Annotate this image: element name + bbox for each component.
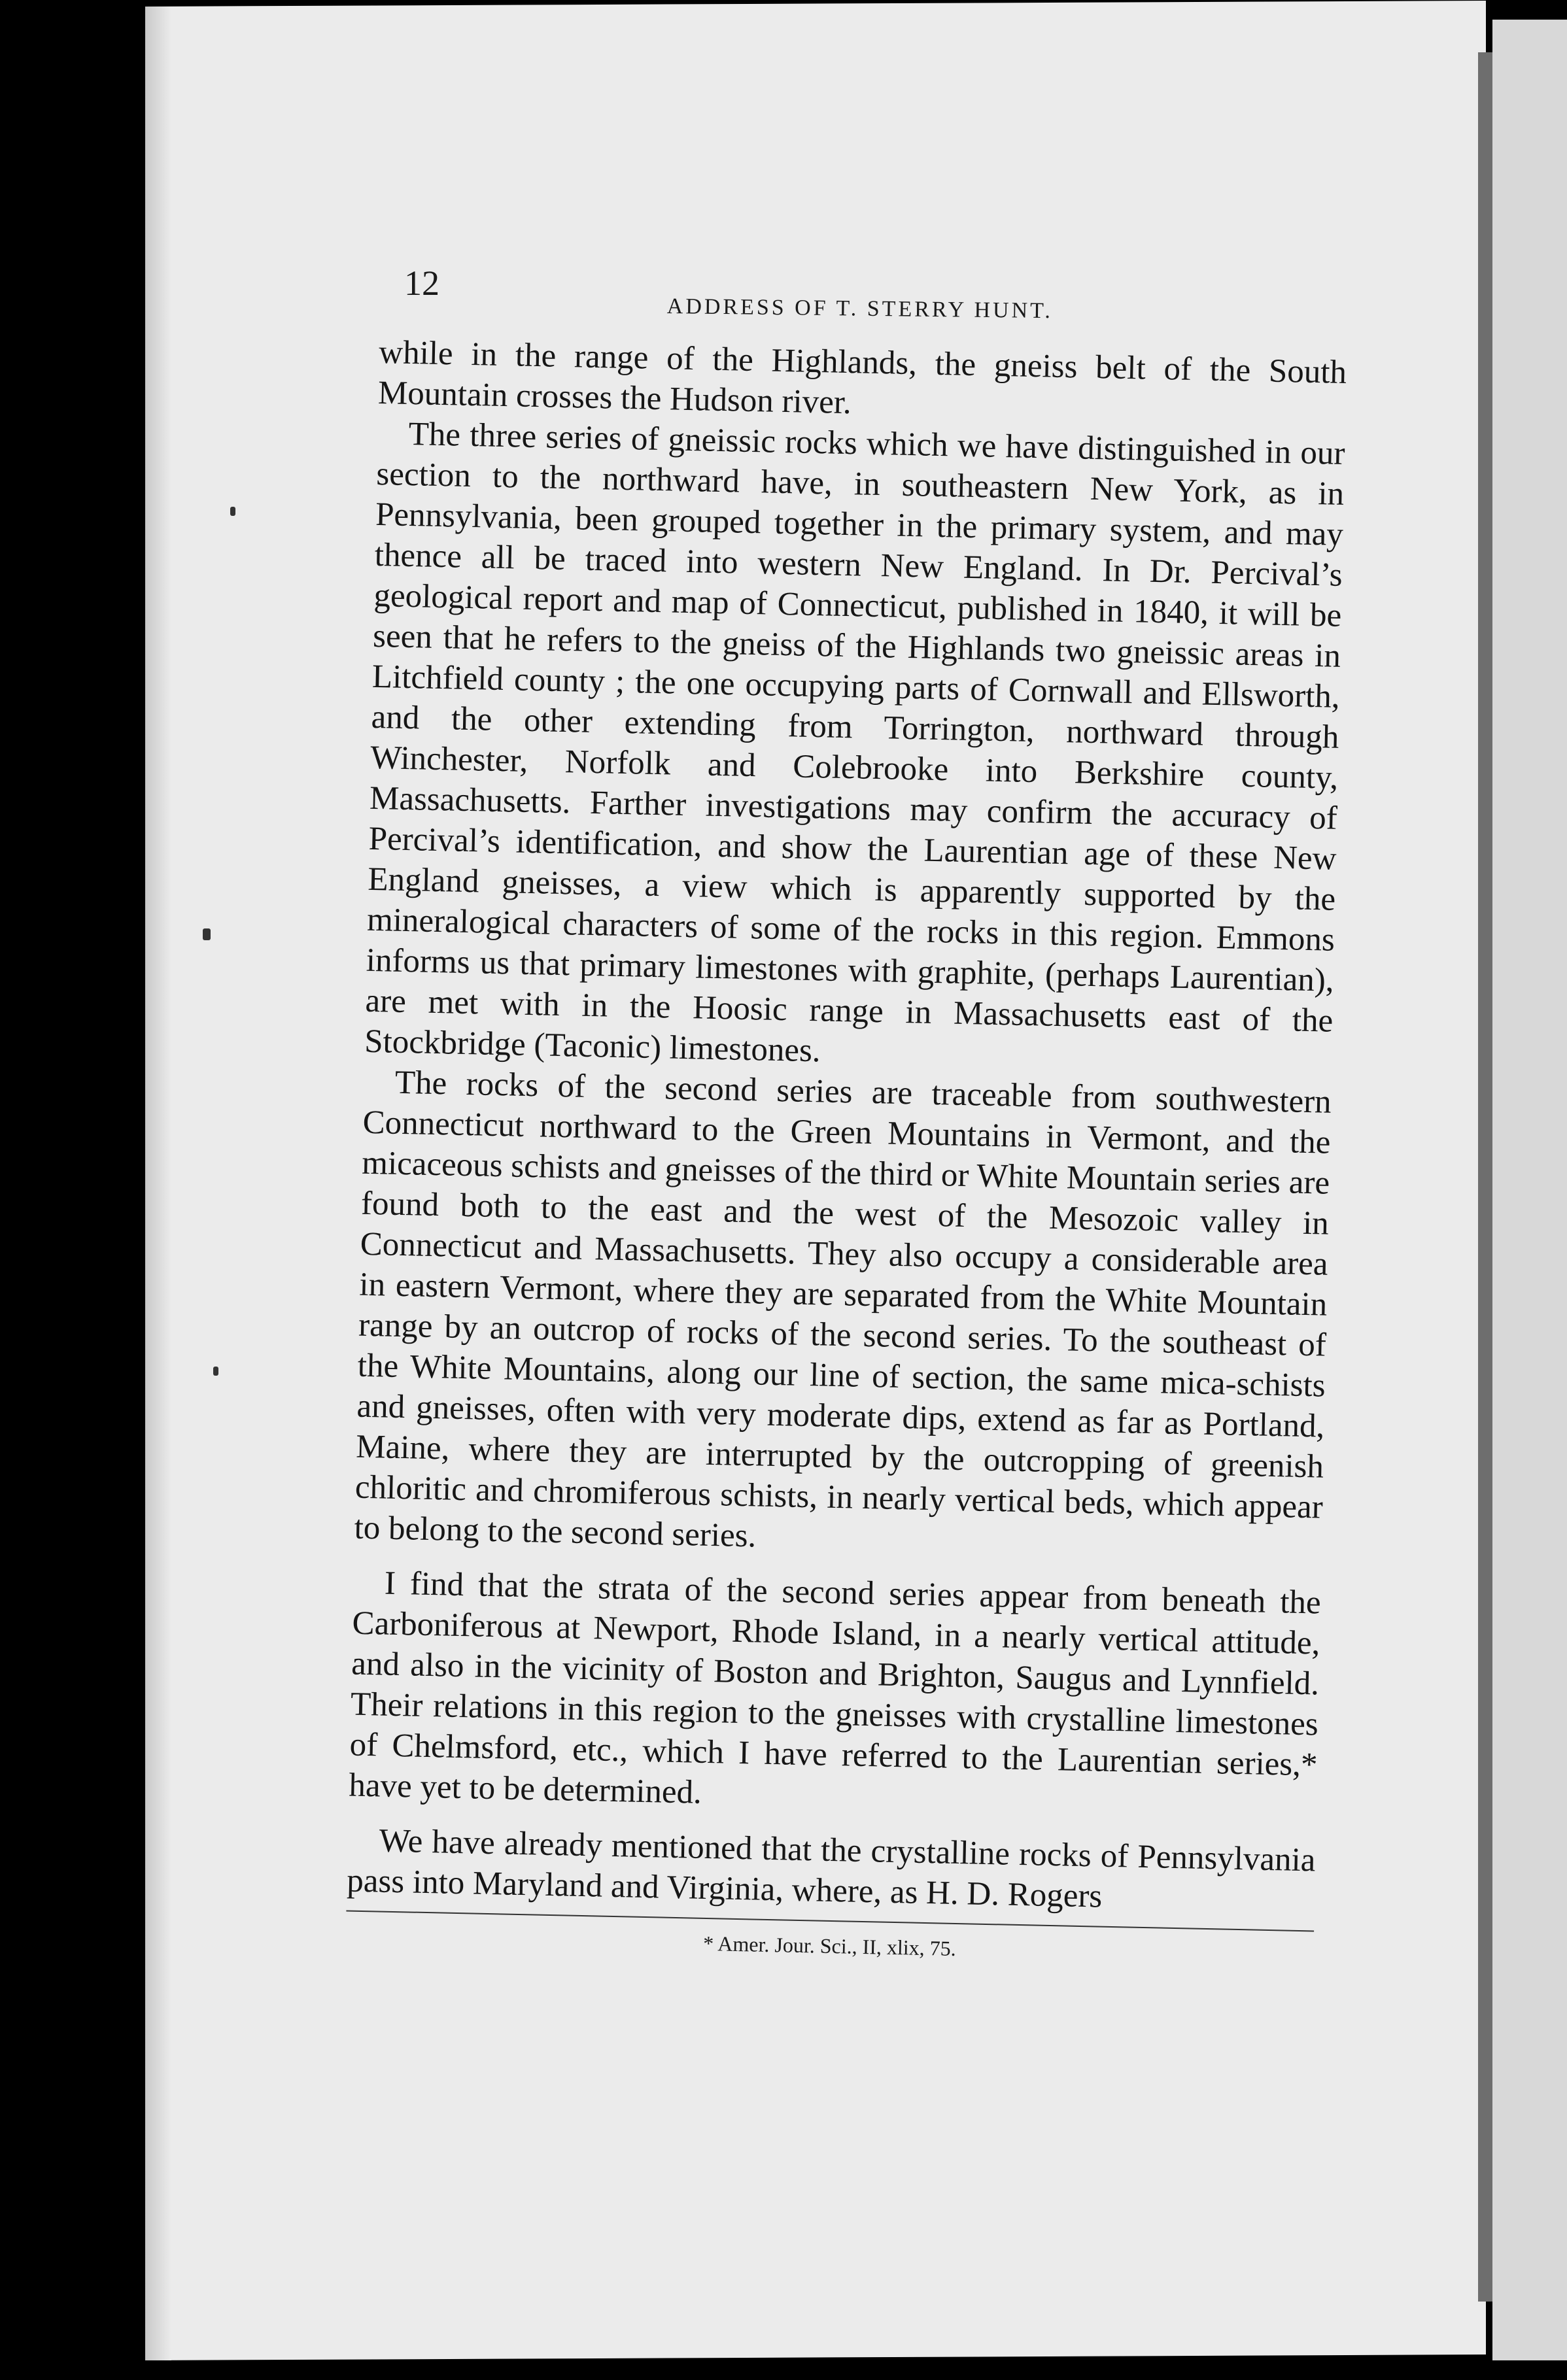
paragraph: The rocks of the second series are traceable from southwestern Connecticut northward to the Green Mountains in Vermont, and the micaceous schists and gneisses of the third or White Mountain series are found both to the east and the west of the Mesozoic valley in Connecticut and Massachusetts. They also occupy a considerable area in eastern Vermont, where they are separated from the White Mountain range by an outcrop of rocks of the second series. To the southeast of the White Mountains, along our line of section, the same mica-schists and gneisses, often with very moderate dips, extend as far as Portland, Maine, where they are interrupted by the outcropping of greenish chloritic and chromiferous schists, in nearly vertical beds, which appear to belong to the second series.	[354, 1064, 1332, 1555]
page-number: 12	[404, 264, 439, 303]
gutter-shadow	[145, 7, 171, 2360]
scan-speck	[203, 928, 211, 940]
paragraph: I find that the strata of the second series appear from beneath the Carboniferous at Newport, Rhode Island, in a nearly vertical attitude, and also in the vicinity of Boston and Brighton, Saugus and Lynnfield. Their relations in this region to the gneisses with crystalline limestones of Chelmsford, etc., which I have referred to the Laurentian series,* have yet to be determined.	[348, 1565, 1322, 1811]
paragraph: We have already mentioned that the crystalline rocks of Pennsylvania pass into Maryland and Virginia, where, as H. D. Rogers	[346, 1822, 1316, 1915]
facing-page-strip	[1492, 20, 1567, 2360]
body-text	[345, 332, 1347, 1976]
paragraph: The three series of gneissic rocks which we have distinguished in our section to the northward have, in southeastern New York, as in Pennsylvania, been grouped together in the primary system, and may thence all be traced into western New England. In Dr. Percival’s geological report and map of Connecticut, published in 1840, it will be seen that he refers to the gneiss of the Highlands two gneissic areas in Litchfield county ; the one occupying parts of Cornwall and Ellsworth, and the other extending from Torrington, northward through Winchester, Norfolk and Colebrooke into Berkshire county, Massachusetts. Farther investigations may confirm the accuracy of Percival’s identification, and show the Laurentian age of these New England gneisses, a view which is apparently supported by the mineralogical characters of some of the rocks in this region. Emmons informs us that primary limestones with graphite, (perhaps Laurentian), are met with in the Hoosic range in Massachusetts east of the Stockbridge (Taconic) limestones.	[364, 415, 1346, 1070]
scan-speck	[213, 1367, 218, 1376]
paragraph: while in the range of the Highlands, the gneiss belt of the South Mountain crosses the Hudson river.	[377, 333, 1347, 422]
scan-speck	[230, 507, 235, 516]
footnote: * Amer. Jour. Sci., II, xlix, 75.	[702, 1931, 957, 1961]
page-edge-shadow	[1478, 52, 1492, 2302]
running-head: ADDRESS OF T. STERRY HUNT.	[666, 294, 1054, 324]
